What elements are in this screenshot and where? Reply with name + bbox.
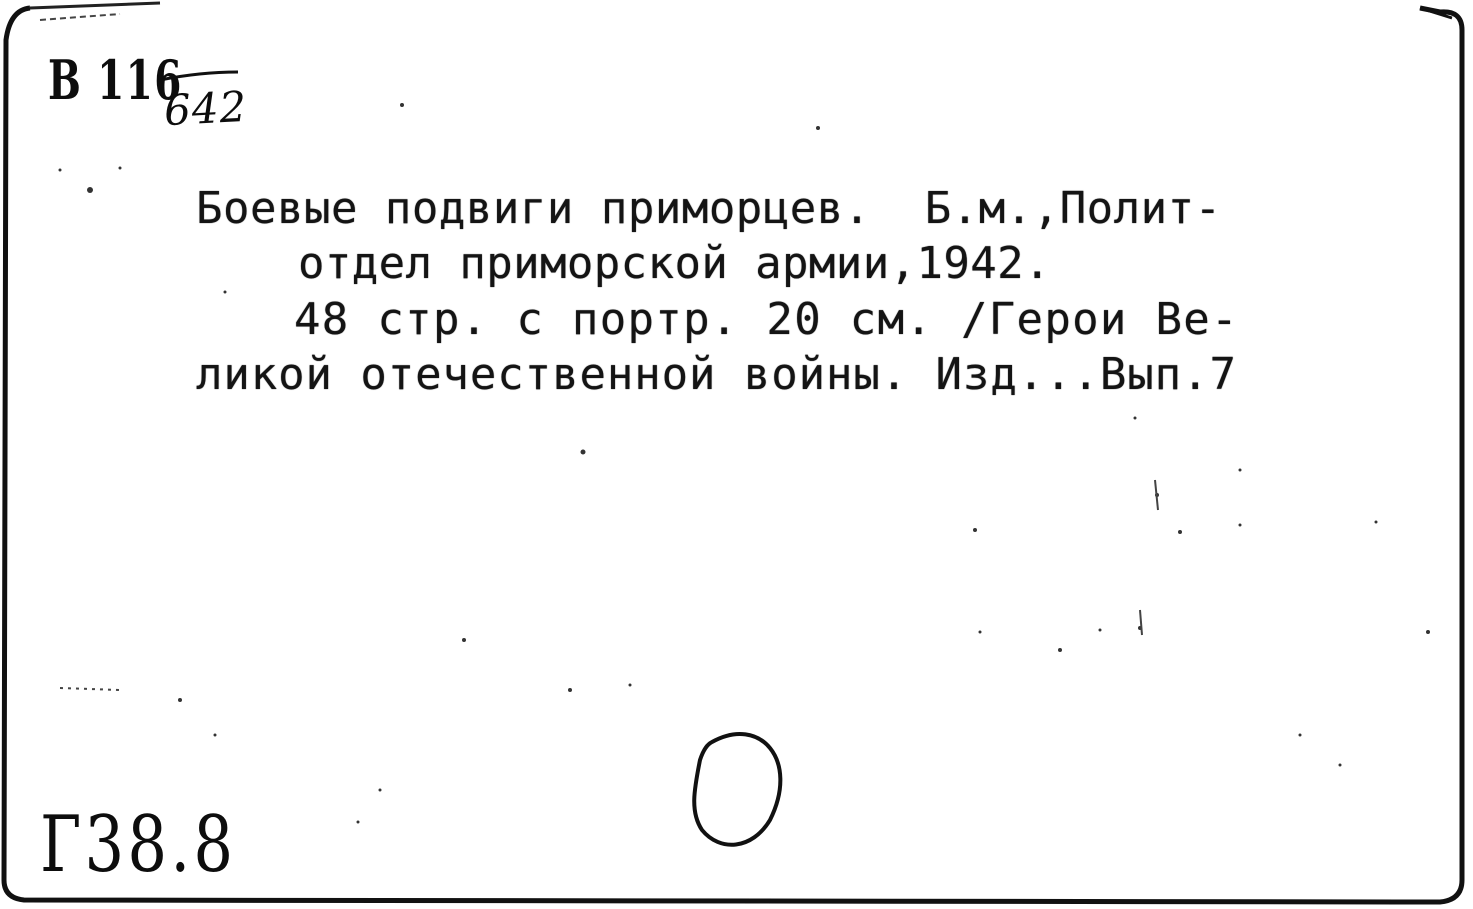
entry-line-4: ликой отечественной войны. Изд...Вып.7	[196, 349, 1237, 400]
entry-line-2: отдел приморской армии,1942.	[298, 238, 1051, 289]
entry-line-1: Боевые подвиги приморцев. Б.м.,Полит-	[196, 183, 1222, 234]
shelf-mark-number: 642	[162, 81, 249, 136]
call-number: Г38.8	[40, 800, 237, 890]
shelf-mark: В 116	[48, 48, 183, 112]
entry-line-3: 48 стр. с портр. 20 см. /Герои Ве-	[294, 294, 1239, 345]
